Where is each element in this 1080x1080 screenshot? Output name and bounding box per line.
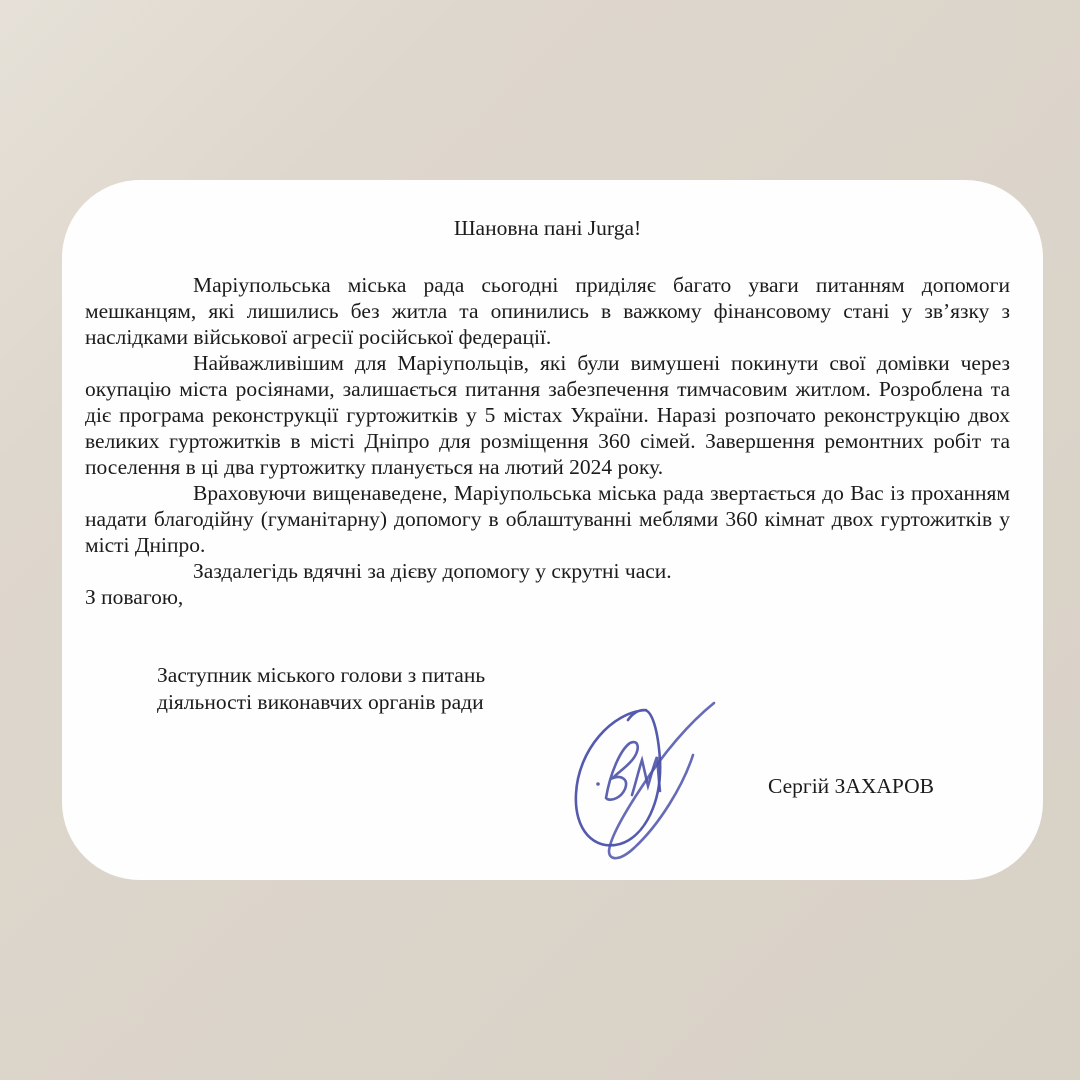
letter-salutation: Шановна пані Jurga! bbox=[453, 216, 642, 240]
letter-paragraph: Враховуючи вищенаведене, Маріупольська міська рада звертається до Вас із проханням надати благодійну (гуманітарну) допомогу в облаштуванні меблями 360 кімнат двох гуртожитків у місті Дніпро. bbox=[85, 481, 1010, 557]
letter-regards: З повагою, bbox=[85, 585, 184, 609]
signer-title-line1: Заступник міського голови з питань bbox=[157, 663, 486, 687]
signer-title bbox=[157, 662, 577, 716]
letter-card bbox=[62, 180, 1043, 880]
letter-closing-thanks: Заздалегідь вдячні за дієву допомогу у скрутні часи. bbox=[193, 559, 672, 583]
signer-name: Сергій ЗАХАРОВ bbox=[768, 774, 935, 798]
letter-paragraph: Маріупольська міська рада сьогодні приділяє багато уваги питанням допомоги мешканцям, які лишились без житла та опинились в важкому фінансовому стані у зв’язку з наслідками військової агресії російської федерації. bbox=[85, 273, 1010, 349]
signer-title-line2: діяльності виконавчих органів ради bbox=[157, 690, 484, 714]
letter-paragraph: Найважливішим для Маріупольців, які були вимушені покинути свої домівки через окупацію міста росіянами, залишається питання забезпечення тимчасовим житлом. Розроблена та діє програма реконструкції гуртожитків у 5 містах України. Наразі розпочато реконструкцію двох великих гуртожитків в місті Дніпро для розміщення 360 сімей. Завершення ремонтних робіт та поселення в ці два гуртожитку планується на лютий 2024 року. bbox=[85, 351, 1010, 479]
handwritten-signature-icon bbox=[562, 698, 727, 863]
